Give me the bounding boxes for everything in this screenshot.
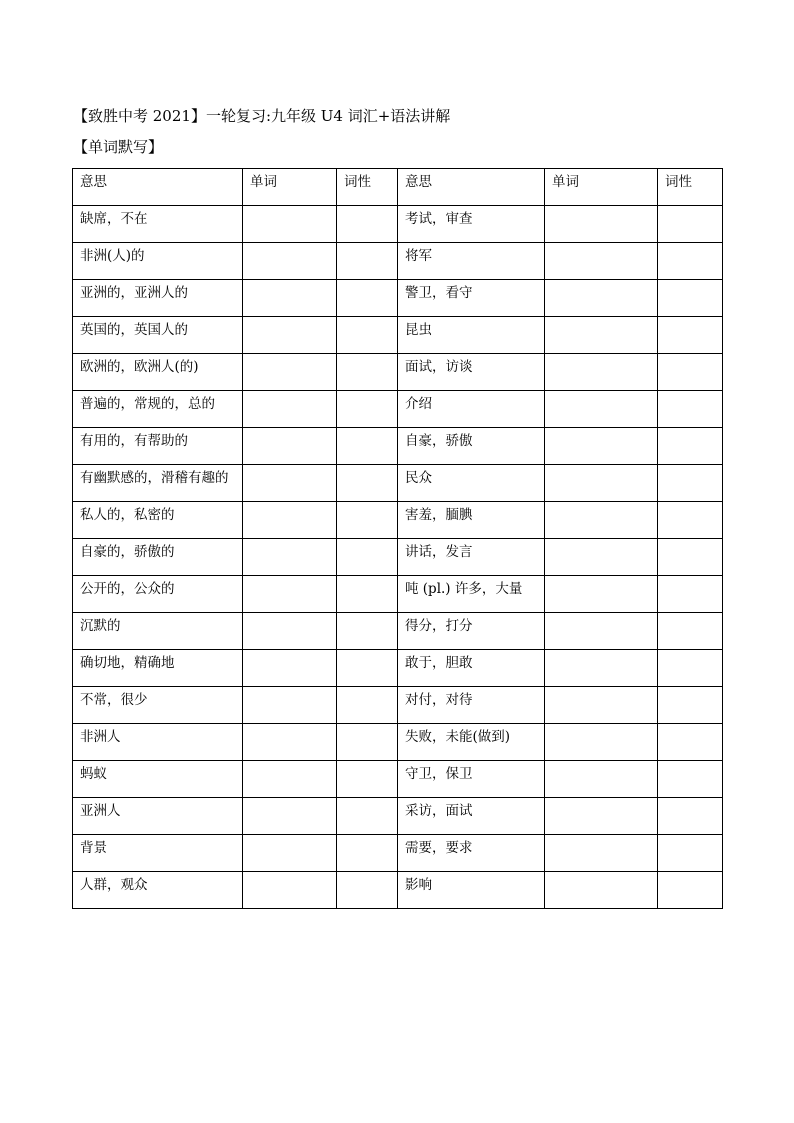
meaning-cell-right: 对付，对待 xyxy=(398,687,545,724)
word-answer-cell[interactable] xyxy=(243,317,337,354)
pos-answer-cell[interactable] xyxy=(337,798,398,835)
word-answer-cell[interactable] xyxy=(545,317,658,354)
meaning-cell-right: 考试，审查 xyxy=(398,206,545,243)
pos-answer-cell[interactable] xyxy=(658,613,723,650)
meaning-cell-left: 沉默的 xyxy=(73,613,243,650)
meaning-cell-left: 有用的，有帮助的 xyxy=(73,428,243,465)
word-answer-cell[interactable] xyxy=(545,465,658,502)
pos-answer-cell[interactable] xyxy=(337,502,398,539)
word-answer-cell[interactable] xyxy=(545,428,658,465)
table-row xyxy=(73,835,723,872)
meaning-cell-right: 守卫，保卫 xyxy=(398,761,545,798)
table-row xyxy=(73,761,723,798)
header-meaning-left: 意思 xyxy=(73,169,243,206)
word-answer-cell[interactable] xyxy=(243,502,337,539)
word-answer-cell[interactable] xyxy=(545,243,658,280)
word-answer-cell[interactable] xyxy=(545,539,658,576)
meaning-cell-right: 介绍 xyxy=(398,391,545,428)
word-answer-cell[interactable] xyxy=(545,724,658,761)
pos-answer-cell[interactable] xyxy=(337,872,398,909)
meaning-cell-right: 讲话，发言 xyxy=(398,539,545,576)
pos-answer-cell[interactable] xyxy=(658,798,723,835)
pos-answer-cell[interactable] xyxy=(337,835,398,872)
word-answer-cell[interactable] xyxy=(545,650,658,687)
table-row xyxy=(73,206,723,243)
word-answer-cell[interactable] xyxy=(545,206,658,243)
word-answer-cell[interactable] xyxy=(545,761,658,798)
pos-answer-cell[interactable] xyxy=(658,724,723,761)
word-answer-cell[interactable] xyxy=(243,650,337,687)
word-answer-cell[interactable] xyxy=(243,428,337,465)
table-row xyxy=(73,465,723,502)
header-pos-left: 词性 xyxy=(337,169,398,206)
table-row xyxy=(73,872,723,909)
word-answer-cell[interactable] xyxy=(243,391,337,428)
meaning-cell-right: 敢于，胆敢 xyxy=(398,650,545,687)
table-row xyxy=(73,391,723,428)
pos-answer-cell[interactable] xyxy=(337,465,398,502)
table-row xyxy=(73,687,723,724)
pos-answer-cell[interactable] xyxy=(658,391,723,428)
pos-answer-cell[interactable] xyxy=(337,613,398,650)
meaning-cell-left: 英国的，英国人的 xyxy=(73,317,243,354)
word-answer-cell[interactable] xyxy=(243,243,337,280)
meaning-cell-left: 非洲(人)的 xyxy=(73,243,243,280)
meaning-cell-left: 非洲人 xyxy=(73,724,243,761)
table-row xyxy=(73,576,723,613)
table-row xyxy=(73,428,723,465)
word-answer-cell[interactable] xyxy=(545,354,658,391)
word-answer-cell[interactable] xyxy=(243,539,337,576)
word-answer-cell[interactable] xyxy=(243,206,337,243)
meaning-cell-left: 私人的，私密的 xyxy=(73,502,243,539)
meaning-cell-left: 不常，很少 xyxy=(73,687,243,724)
pos-answer-cell[interactable] xyxy=(337,354,398,391)
table-body xyxy=(73,206,723,909)
word-answer-cell[interactable] xyxy=(545,798,658,835)
pos-answer-cell[interactable] xyxy=(658,465,723,502)
table-row xyxy=(73,317,723,354)
document-title: 【致胜中考 2021】一轮复习:九年级 U4 词汇+语法讲解 xyxy=(73,107,451,125)
meaning-cell-left: 普遍的，常规的，总的 xyxy=(73,391,243,428)
meaning-cell-left: 蚂蚁 xyxy=(73,761,243,798)
word-answer-cell[interactable] xyxy=(243,761,337,798)
table-row xyxy=(73,354,723,391)
word-answer-cell[interactable] xyxy=(243,354,337,391)
header-word-right: 单词 xyxy=(545,169,658,206)
pos-answer-cell[interactable] xyxy=(337,243,398,280)
pos-answer-cell[interactable] xyxy=(337,687,398,724)
meaning-cell-left: 背景 xyxy=(73,835,243,872)
table-row xyxy=(73,724,723,761)
meaning-cell-right: 害羞，腼腆 xyxy=(398,502,545,539)
word-answer-cell[interactable] xyxy=(545,613,658,650)
pos-answer-cell[interactable] xyxy=(337,724,398,761)
section-title: 【单词默写】 xyxy=(73,138,164,156)
table-row xyxy=(73,243,723,280)
pos-answer-cell[interactable] xyxy=(337,317,398,354)
meaning-cell-right: 昆虫 xyxy=(398,317,545,354)
pos-answer-cell[interactable] xyxy=(337,280,398,317)
pos-answer-cell[interactable] xyxy=(658,206,723,243)
meaning-cell-right: 影响 xyxy=(398,872,545,909)
pos-answer-cell[interactable] xyxy=(658,650,723,687)
pos-answer-cell[interactable] xyxy=(658,687,723,724)
meaning-cell-left: 亚洲人 xyxy=(73,798,243,835)
table-row xyxy=(73,280,723,317)
meaning-cell-left: 人群，观众 xyxy=(73,872,243,909)
meaning-cell-left: 欧洲的，欧洲人(的) xyxy=(73,354,243,391)
header-word-left: 单词 xyxy=(243,169,337,206)
word-answer-cell[interactable] xyxy=(243,687,337,724)
word-answer-cell[interactable] xyxy=(545,576,658,613)
header-meaning-right: 意思 xyxy=(398,169,545,206)
meaning-cell-right: 得分，打分 xyxy=(398,613,545,650)
meaning-cell-right: 面试，访谈 xyxy=(398,354,545,391)
word-answer-cell[interactable] xyxy=(545,280,658,317)
pos-answer-cell[interactable] xyxy=(337,650,398,687)
pos-answer-cell[interactable] xyxy=(337,206,398,243)
meaning-cell-right: 失败，未能(做到) xyxy=(398,724,545,761)
meaning-cell-left: 公开的，公众的 xyxy=(73,576,243,613)
pos-answer-cell[interactable] xyxy=(658,243,723,280)
pos-answer-cell[interactable] xyxy=(658,317,723,354)
word-answer-cell[interactable] xyxy=(243,798,337,835)
pos-answer-cell[interactable] xyxy=(337,539,398,576)
meaning-cell-right: 吨 (pl.) 许多，大量 xyxy=(398,576,545,613)
meaning-cell-right: 民众 xyxy=(398,465,545,502)
word-answer-cell[interactable] xyxy=(243,872,337,909)
word-answer-cell[interactable] xyxy=(243,465,337,502)
table-header-row xyxy=(73,169,723,206)
pos-answer-cell[interactable] xyxy=(658,539,723,576)
word-answer-cell[interactable] xyxy=(545,872,658,909)
word-answer-cell[interactable] xyxy=(243,576,337,613)
table-row xyxy=(73,502,723,539)
meaning-cell-right: 需要，要求 xyxy=(398,835,545,872)
meaning-cell-left: 缺席，不在 xyxy=(73,206,243,243)
word-answer-cell[interactable] xyxy=(545,502,658,539)
word-answer-cell[interactable] xyxy=(243,280,337,317)
pos-answer-cell[interactable] xyxy=(337,576,398,613)
meaning-cell-right: 警卫，看守 xyxy=(398,280,545,317)
header-pos-right: 词性 xyxy=(658,169,723,206)
meaning-cell-right: 将军 xyxy=(398,243,545,280)
pos-answer-cell[interactable] xyxy=(337,428,398,465)
meaning-cell-left: 亚洲的，亚洲人的 xyxy=(73,280,243,317)
word-answer-cell[interactable] xyxy=(243,835,337,872)
meaning-cell-left: 自豪的，骄傲的 xyxy=(73,539,243,576)
pos-answer-cell[interactable] xyxy=(658,835,723,872)
pos-answer-cell[interactable] xyxy=(658,872,723,909)
pos-answer-cell[interactable] xyxy=(337,391,398,428)
pos-answer-cell[interactable] xyxy=(658,576,723,613)
table-row xyxy=(73,539,723,576)
word-answer-cell[interactable] xyxy=(545,835,658,872)
pos-answer-cell[interactable] xyxy=(658,502,723,539)
meaning-cell-right: 自豪，骄傲 xyxy=(398,428,545,465)
pos-answer-cell[interactable] xyxy=(658,354,723,391)
meaning-cell-left: 有幽默感的，滑稽有趣的 xyxy=(73,465,243,502)
vocabulary-table xyxy=(72,168,723,909)
pos-answer-cell[interactable] xyxy=(658,280,723,317)
table-row xyxy=(73,613,723,650)
table-row xyxy=(73,798,723,835)
pos-answer-cell[interactable] xyxy=(337,761,398,798)
pos-answer-cell[interactable] xyxy=(658,761,723,798)
meaning-cell-right: 采访，面试 xyxy=(398,798,545,835)
word-answer-cell[interactable] xyxy=(243,613,337,650)
word-answer-cell[interactable] xyxy=(243,724,337,761)
table-row xyxy=(73,650,723,687)
meaning-cell-left: 确切地，精确地 xyxy=(73,650,243,687)
word-answer-cell[interactable] xyxy=(545,391,658,428)
pos-answer-cell[interactable] xyxy=(658,428,723,465)
word-answer-cell[interactable] xyxy=(545,687,658,724)
